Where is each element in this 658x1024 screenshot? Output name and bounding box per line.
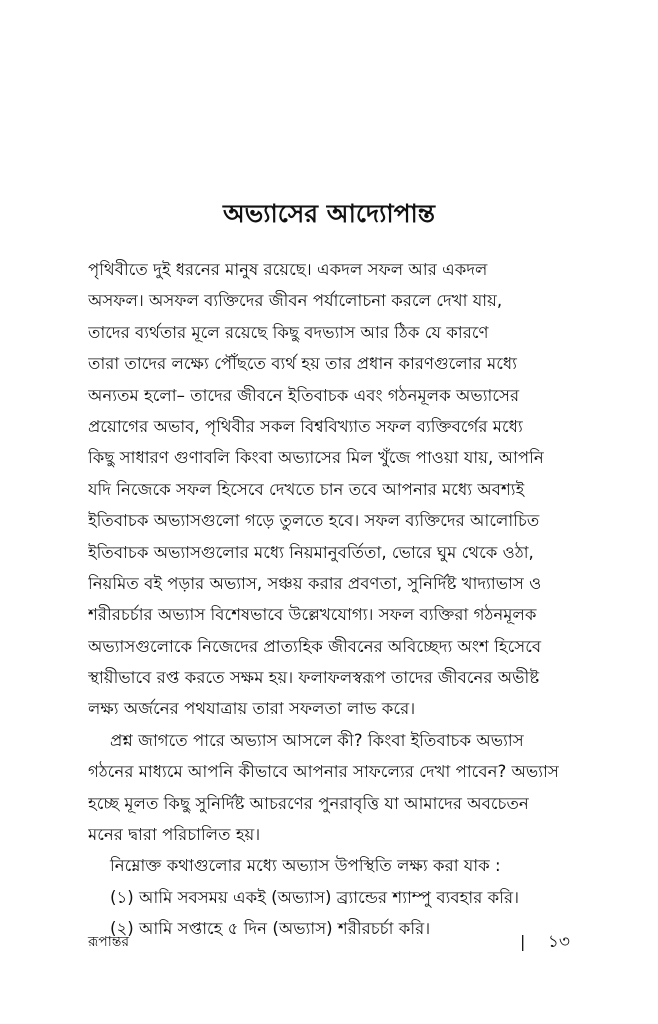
text-line: অন্যতম হলো– তাদের জীবনে ইতিবাচক এবং গঠনমূলক অভ্যাসের xyxy=(88,385,520,405)
text-line: ইতিবাচক অভ্যাসগুলোর মধ্যে নিয়মানুবর্তিতা, ভোরে ঘুম থেকে ওঠা, xyxy=(88,542,534,562)
text-line: স্থায়ীভাবে রপ্ত করতে সক্ষম হয়। ফলাফলস্বরূপ তাদের জীবনের অভীষ্ট xyxy=(88,668,540,688)
text-line: লক্ষ্য অর্জনের পথযাত্রায় তারা সফলতা লাভ করে। xyxy=(88,699,416,719)
text-line: অভ্যাসগুলোকে নিজেদের প্রাত্যহিক জীবনের অবিচ্ছেদ্য অংশ হিসেবে xyxy=(88,636,542,656)
text-line: নিম্নোক্ত কথাগুলোর মধ্যে অভ্যাস উপস্থিতি লক্ষ্য করা যাক : xyxy=(110,856,501,876)
text-line: প্রশ্ন জাগতে পারে অভ্যাস আসলে কী? কিংবা ইতিবাচক অভ্যাস xyxy=(110,730,524,750)
page-footer xyxy=(88,930,570,954)
text-line: পৃথিবীতে দুই ধরনের মানুষ রয়েছে। একদল সফল আর একদল xyxy=(88,260,488,279)
list-item: (২) আমি সপ্তাহে ৫ দিন (অভ্যাস) শরীরচর্চা করি। xyxy=(110,919,431,939)
running-title: রূপান্তর xyxy=(88,934,130,950)
text-line: যদি নিজেকে সফল হিসেবে দেখতে চান তবে আপনার মধ্যে অবশ্যই xyxy=(88,479,525,499)
body-text xyxy=(88,254,570,945)
text-line: গঠনের মাধ্যমে আপনি কীভাবে আপনার সাফল্যের দেখা পাবেন? অভ্যাস xyxy=(88,762,559,782)
text-line: অসফল। অসফল ব্যক্তিদের জীবন পর্যালোচনা করলে দেখা যায়, xyxy=(88,291,503,311)
text-line: মনের দ্বারা পরিচালিত হয়। xyxy=(88,825,261,845)
footer-separator: | xyxy=(520,932,526,951)
list-item: (১) আমি সবসময় একই (অভ্যাস) ব্র্যান্ডের শ্যাম্পু ব্যবহার করি। xyxy=(110,887,520,907)
page-number: ১৩ xyxy=(547,932,570,952)
text-line: ইতিবাচক অভ্যাসগুলো গড়ে তুলতে হবে। সফল ব্যক্তিদের আলোচিত xyxy=(88,511,540,531)
text-line: তাদের ব্যর্থতার মূলে রয়েছে কিছু বদভ্যাস আর ঠিক যে কারণে xyxy=(88,322,489,342)
text-line: নিয়মিত বই পড়ার অভ্যাস, সঞ্চয় করার প্রবণতা, সুনির্দিষ্ট খাদ্যাভাস ও xyxy=(88,573,542,593)
text-line: কিছু সাধারণ গুণাবলি কিংবা অভ্যাসের মিল খুঁজে পাওয়া যায়, আপনি xyxy=(88,448,544,468)
text-line: তারা তাদের লক্ষ্যে পৌঁছতে ব্যর্থ হয় তার প্রধান কারণগুলোর মধ্যে xyxy=(88,354,517,374)
chapter-title: অভ্যাসের আদ্যোপান্ত xyxy=(222,199,436,228)
text-line: হচ্ছে মূলত কিছু সুনির্দিষ্ট আচরণের পুনরাবৃত্তি যা আমাদের অবচেতন xyxy=(88,793,529,813)
text-line: শরীরচর্চার অভ্যাস বিশেষভাবে উল্লেখযোগ্য। সফল ব্যক্তিরা গঠনমূলক xyxy=(88,605,537,625)
text-line: প্রয়োগের অভাব, পৃথিবীর সকল বিশ্ববিখ্যাত সফল ব্যক্তিবর্গের মধ্যে xyxy=(88,416,523,436)
